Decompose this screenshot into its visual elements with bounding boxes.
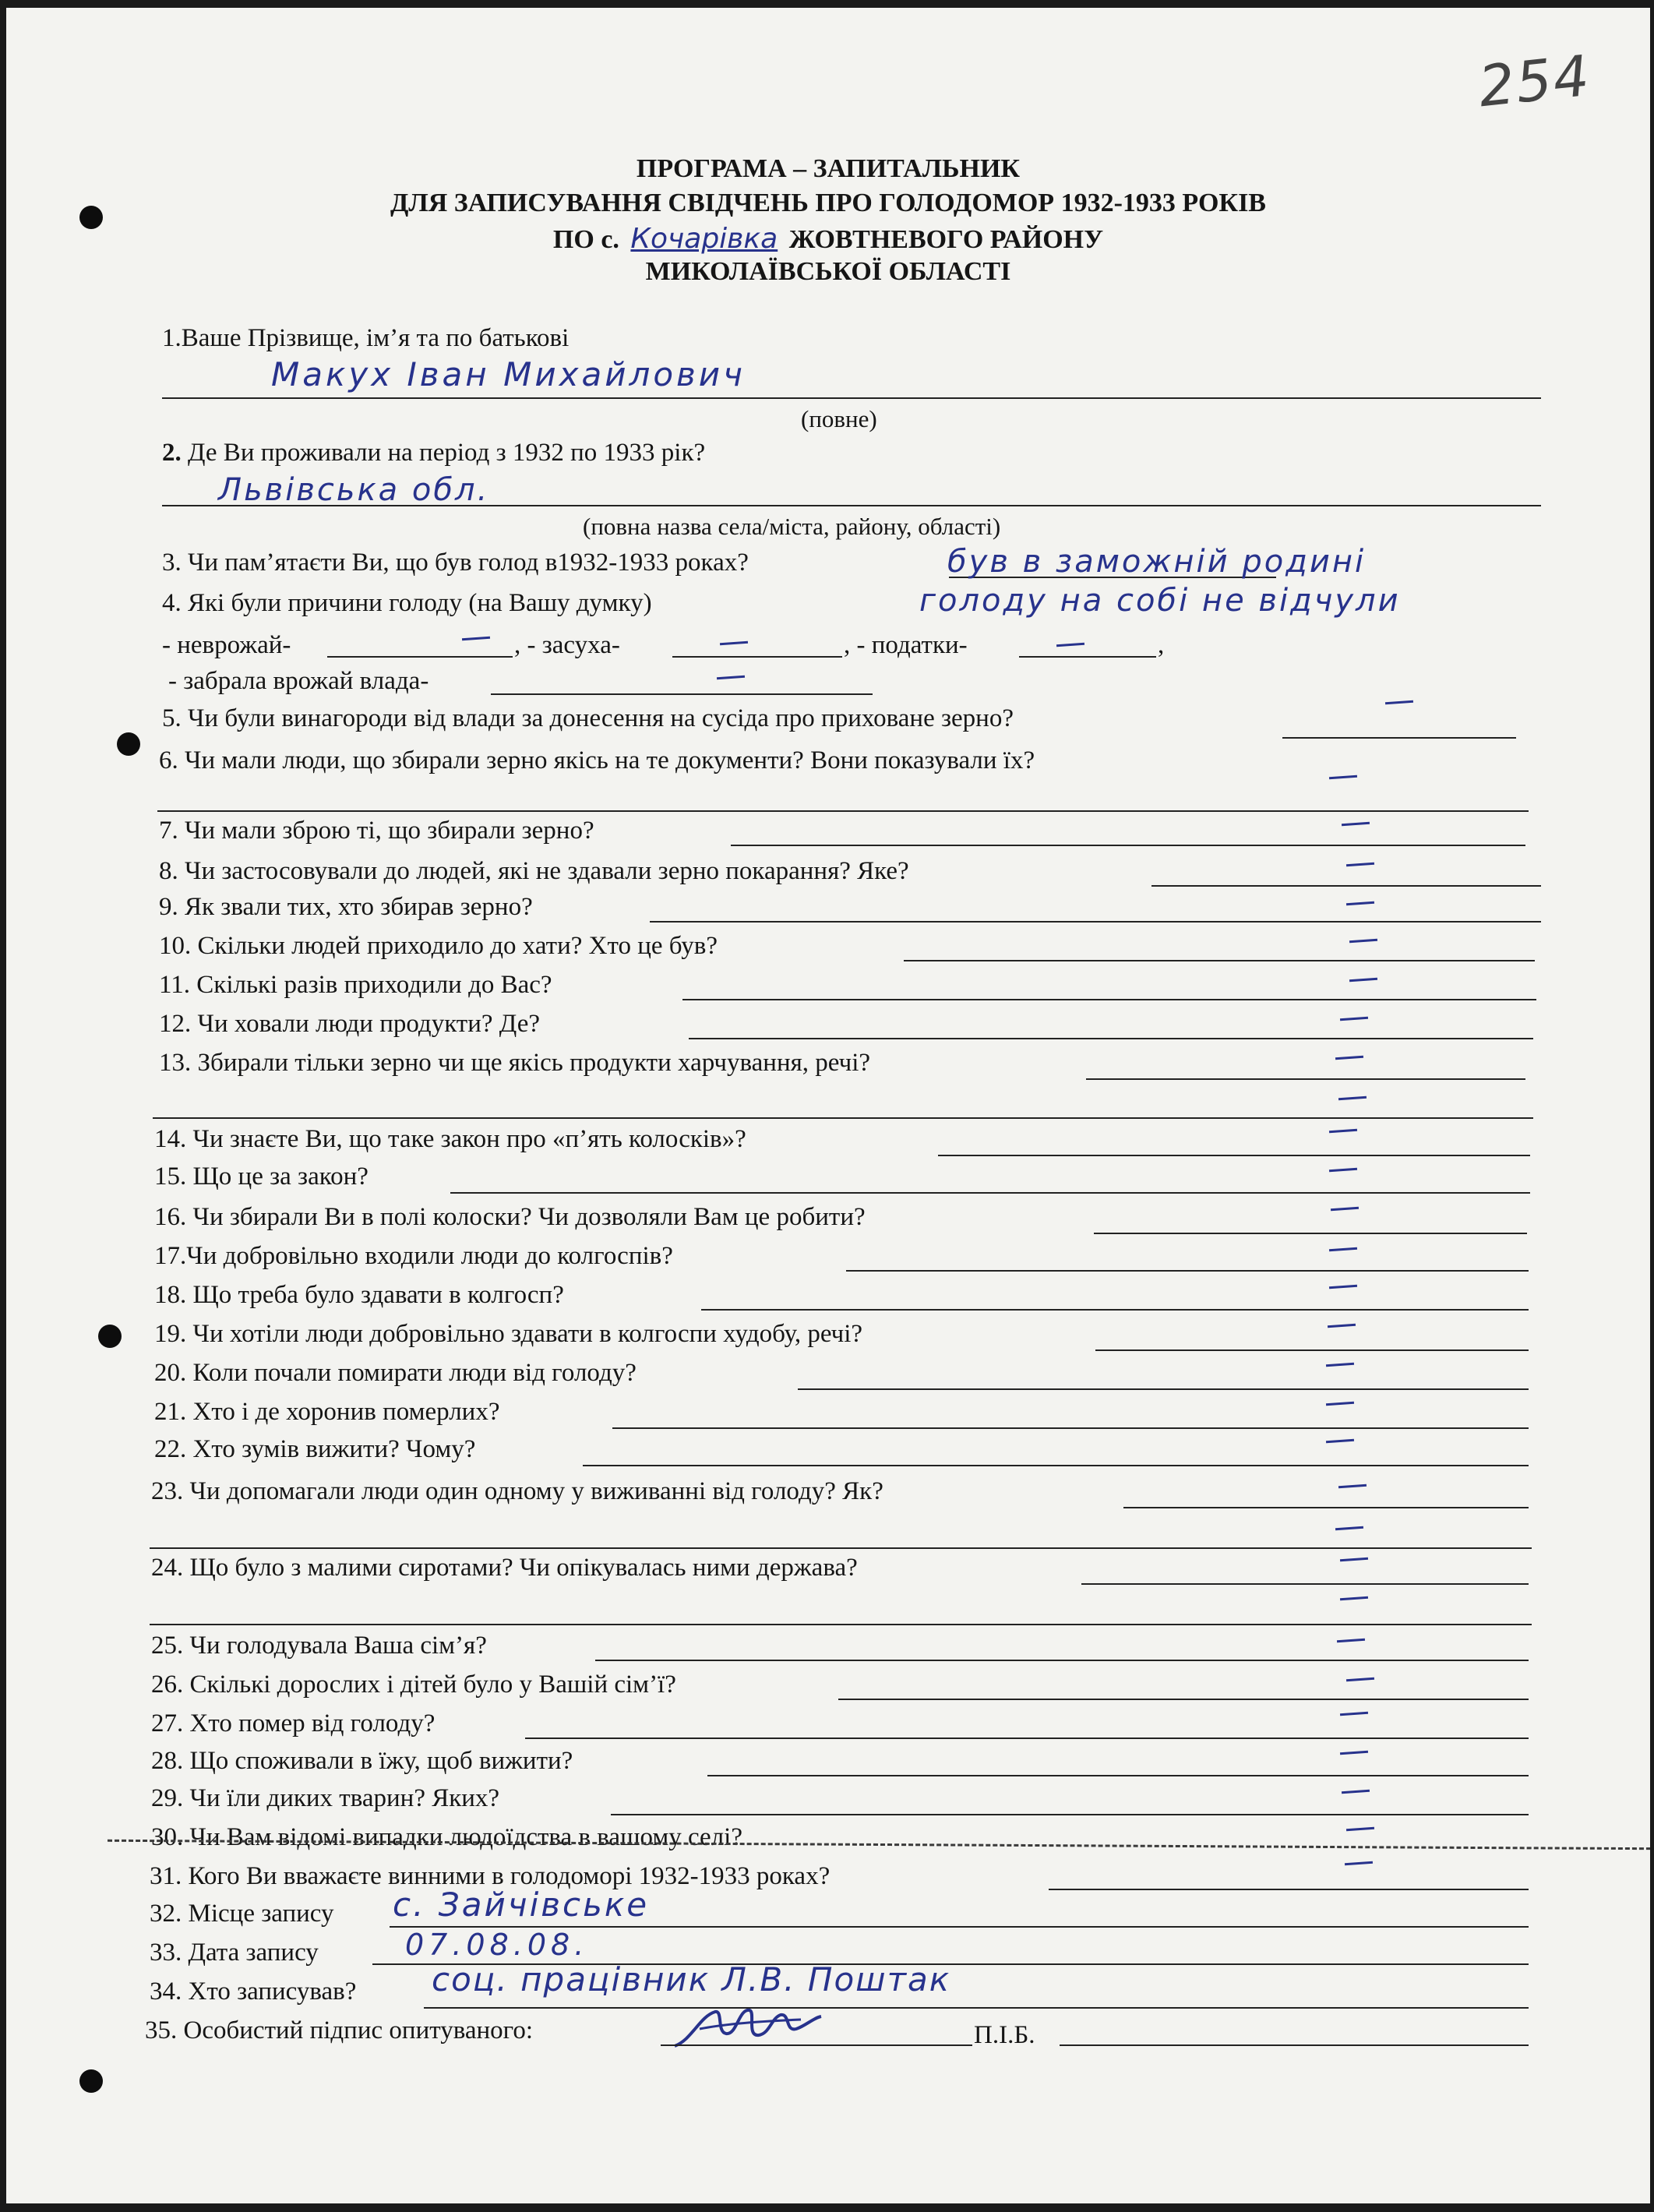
answer-dash <box>1335 1056 1363 1060</box>
question-35-label: 35. Особистий підпис опитуваного: <box>145 2016 534 2044</box>
question-9: 9. Як звали тих, хто збирав зерно? <box>159 893 533 921</box>
question-24: 24. Що було з малими сиротами? Чи опікувалась ними держава? <box>151 1554 858 1582</box>
question-33-label: 33. Дата запису <box>150 1939 319 1967</box>
option-authorities: - забрала врожай влада- <box>168 667 429 695</box>
answer-line <box>672 656 842 658</box>
answer-line <box>1081 1583 1529 1585</box>
answer-line <box>150 1547 1532 1549</box>
question-3-label: 3. Чи пам’ятаєти Ви, що був голод в1932-1933 роках? <box>162 549 749 577</box>
answer-1-name: Макух Іван Михайлович <box>271 355 746 393</box>
answer-dash <box>1340 1017 1368 1021</box>
question-10: 10. Скільки людей приходило до хати? Хто це був? <box>159 932 718 960</box>
answer-line <box>707 1775 1529 1776</box>
answer-line <box>1123 1507 1529 1508</box>
binder-hole <box>117 732 140 756</box>
answer-dash <box>1328 1324 1356 1328</box>
answer-line <box>1060 2044 1529 2046</box>
question-15: 15. Що це за закон? <box>154 1162 369 1191</box>
question-1-label: 1.Ваше Прізвище, ім’я та по батькові <box>162 324 570 352</box>
answer-dash <box>1331 1207 1359 1212</box>
answer-34-recorder: соц. працівник Л.В. Поштак <box>432 1960 951 1999</box>
answer-line <box>689 1038 1533 1039</box>
answer-3-handwritten: був в заможній родині <box>947 544 1367 580</box>
answer-line <box>1049 1889 1529 1890</box>
village-name-handwritten: Кочарівка <box>630 223 778 255</box>
answer-dash <box>1337 1639 1365 1643</box>
answer-dash <box>1326 1439 1354 1444</box>
answer-dash <box>1329 1168 1357 1173</box>
option-drought: , - засуха- <box>514 631 620 659</box>
answer-dash <box>1329 1247 1357 1252</box>
title-suffix: ЖОВТНЕВОГО РАЙОНУ <box>788 225 1104 254</box>
answer-dash <box>717 676 745 680</box>
answer-dash <box>1349 978 1377 983</box>
answer-dash <box>720 641 748 646</box>
question-28: 28. Що споживали в їжу, щоб вижити? <box>151 1747 573 1775</box>
answer-32-place: с. Зайчівське <box>393 1886 650 1924</box>
answer-line <box>162 397 1541 399</box>
answer-dash <box>1329 775 1357 780</box>
answer-dash <box>1326 1363 1354 1367</box>
binder-hole <box>98 1325 122 1348</box>
answer-dash <box>1340 1596 1368 1601</box>
question-11: 11. Скількі разів приходили до Вас? <box>159 971 552 999</box>
answer-line <box>595 1660 1529 1661</box>
question-32-label: 32. Місце запису <box>150 1900 334 1928</box>
title-line-1: ПРОГРАМА – ЗАПИТАЛЬНИК <box>636 154 1021 183</box>
answer-line <box>1151 885 1541 887</box>
full-name-label: П.І.Б. <box>974 2021 1035 2049</box>
binder-hole <box>79 2069 103 2093</box>
question-8: 8. Чи застосовували до людей, які не здавали зерно покарання? Яке? <box>159 857 909 885</box>
answer-dash <box>1342 1790 1370 1794</box>
title-line-3 <box>6 223 1650 255</box>
answer-dash <box>1338 1484 1367 1489</box>
question-27: 27. Хто помер від голоду? <box>151 1709 436 1737</box>
answer-line <box>701 1309 1529 1311</box>
answer-dash <box>1329 1129 1357 1134</box>
answer-line <box>583 1465 1529 1466</box>
answer-line <box>424 2007 1529 2009</box>
answer-dash <box>1338 1096 1367 1101</box>
question-14: 14. Чи знаєте Ви, що таке закон про «п’ять колосків»? <box>154 1125 746 1153</box>
answer-4-handwritten: голоду на собі не відчули <box>919 583 1401 619</box>
answer-line <box>153 1117 1533 1119</box>
answer-line <box>731 845 1525 846</box>
question-5: 5. Чи були винагороди від влади за донесення на сусіда про приховане зерно? <box>162 704 1014 732</box>
answer-dash <box>1346 1827 1374 1832</box>
caption-full-name: (повне) <box>801 405 877 432</box>
question-29: 29. Чи їли диких тварин? Яких? <box>151 1784 500 1812</box>
answer-dash <box>1340 1712 1368 1716</box>
question-31: 31. Кого Ви вважаєте винними в голодоморі 1932-1933 роках? <box>150 1862 831 1890</box>
answer-dash <box>1345 1861 1373 1866</box>
question-6: 6. Чи мали люди, що збирали зерно якісь на те документи? Вони показували їх? <box>159 746 1035 774</box>
question-22: 22. Хто зумів вижити? Чому? <box>154 1435 476 1463</box>
answer-line <box>938 1155 1530 1156</box>
answer-dash <box>1340 1751 1368 1755</box>
answer-dash <box>1326 1402 1354 1406</box>
answer-dash <box>1346 1678 1374 1682</box>
answer-line <box>846 1270 1529 1272</box>
answer-dash <box>1342 822 1370 827</box>
question-18: 18. Що треба було здавати в колгосп? <box>154 1281 564 1309</box>
questionnaire-sheet <box>6 8 1650 2203</box>
title-prefix: ПО с. <box>552 225 619 254</box>
question-19: 19. Чи хотіли люди добровільно здавати в колгоспи худобу, речі? <box>154 1320 863 1348</box>
answer-line <box>1095 1349 1529 1351</box>
question-2 <box>162 440 705 466</box>
answer-dash <box>1340 1558 1368 1562</box>
question-4-label: 4. Які були причини голоду (на Вашу думку) <box>162 589 652 617</box>
page-number: 254 <box>1476 42 1594 120</box>
question-25: 25. Чи голодувала Ваша сім’я? <box>151 1632 487 1660</box>
answer-line <box>1094 1233 1527 1234</box>
question-2-label: Де Ви проживали на період з 1932 по 1933 рік? <box>188 439 706 467</box>
answer-dash <box>1056 643 1084 647</box>
question-7: 7. Чи мали зброю ті, що збирали зерно? <box>159 817 594 845</box>
answer-dash <box>1335 1526 1363 1531</box>
answer-dash <box>1346 863 1374 867</box>
title-line-4: МИКОЛАЇВСЬКОЇ ОБЛАСТІ <box>645 257 1011 286</box>
question-2-number: 2. <box>162 439 182 467</box>
answer-line <box>798 1388 1529 1390</box>
answer-dash <box>1385 700 1413 705</box>
answer-line <box>682 999 1536 1000</box>
question-21: 21. Хто і де хоронив померлих? <box>154 1398 500 1426</box>
answer-line <box>525 1737 1529 1739</box>
answer-line <box>838 1699 1529 1700</box>
title-line-2: ДЛЯ ЗАПИСУВАННЯ СВІДЧЕНЬ ПРО ГОЛОДОМОР 1932-1933 РОКІВ <box>390 189 1266 217</box>
answer-2-place: Львівська обл. <box>218 472 490 508</box>
answer-33-date: 07.08.08. <box>405 1928 589 1962</box>
question-12: 12. Чи ховали люди продукти? Де? <box>159 1010 540 1038</box>
question-23: 23. Чи допомагали люди один одному у виживанні від голоду? Як? <box>151 1477 883 1505</box>
answer-dash <box>1349 939 1377 944</box>
answer-line <box>904 960 1535 961</box>
signature-line <box>661 2044 972 2046</box>
answer-dash <box>1329 1285 1357 1289</box>
answer-dash <box>1346 901 1374 906</box>
question-20: 20. Коли почали помирати люди від голоду? <box>154 1359 637 1387</box>
respondent-signature <box>668 2001 824 2055</box>
answer-line <box>491 693 873 695</box>
question-17: 17.Чи добровільно входили люди до колгоспів? <box>154 1242 673 1270</box>
answer-dash <box>462 637 490 641</box>
question-34-label: 34. Хто записував? <box>150 1977 357 2006</box>
question-13: 13. Збирали тільки зерно чи ще якісь продукти харчування, речі? <box>159 1049 871 1077</box>
answer-line <box>1282 737 1516 739</box>
caption-place: (повна назва села/міста, району, області) <box>583 513 1001 540</box>
answer-line <box>1086 1078 1525 1080</box>
question-26: 26. Скількі дорослих і дітей було у Вашій сім’ї? <box>151 1670 676 1699</box>
option-taxes-comma: , <box>1158 631 1165 659</box>
answer-line <box>611 1814 1529 1815</box>
answer-line <box>650 921 1541 923</box>
question-30: 30. Чи Вам відомі випадки людоїдства в вашому селі? <box>151 1823 742 1851</box>
answer-line <box>450 1192 1530 1194</box>
answer-line <box>327 656 513 658</box>
answer-line <box>162 505 1541 506</box>
option-drought-failure: - неврожай- <box>162 631 291 659</box>
answer-line <box>150 1624 1532 1625</box>
question-16: 16. Чи збирали Ви в полі колоски? Чи дозволяли Вам це робити? <box>154 1203 866 1231</box>
option-taxes: , - податки- <box>844 631 968 659</box>
answer-line <box>157 810 1529 812</box>
answer-line <box>1019 656 1156 658</box>
answer-line <box>612 1427 1529 1429</box>
